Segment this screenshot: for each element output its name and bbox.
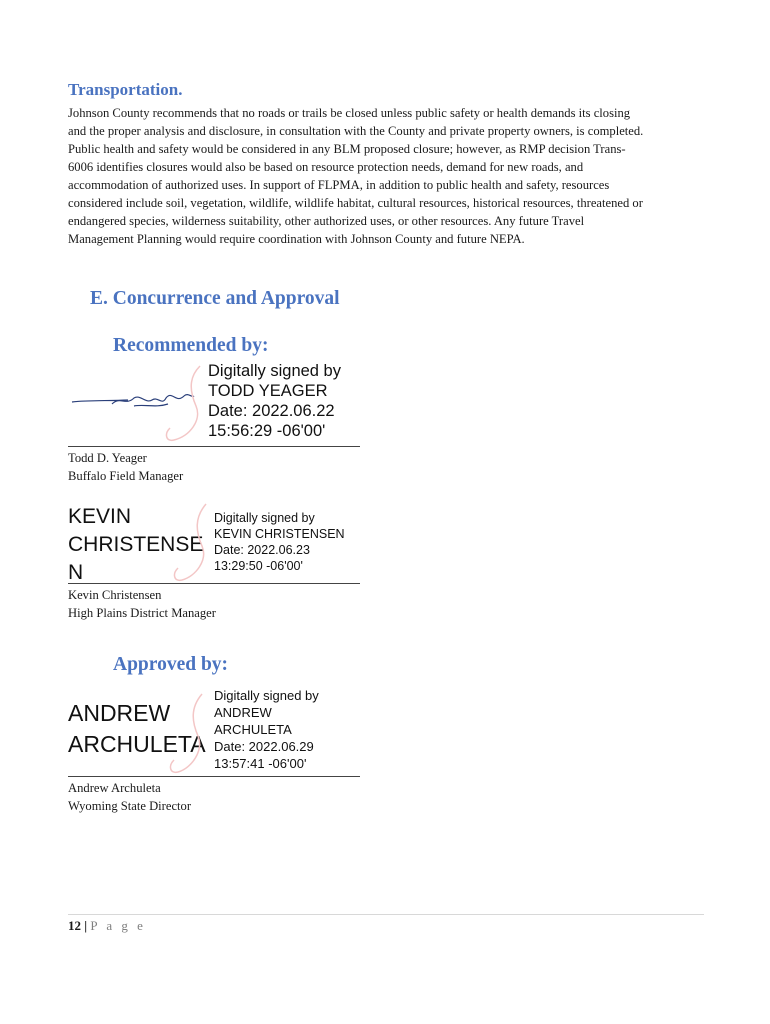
digital-signature-block: [214, 687, 319, 772]
digital-signature-line: Digitally signed by: [214, 511, 315, 525]
digital-signature-block: [214, 510, 345, 574]
paragraph-line: and the proper analysis and disclosure, in consultation with the County and private property owners, is completed.: [68, 124, 644, 138]
signature-watermark-icon: [160, 362, 210, 444]
digital-signature-line: 13:57:41 -06'00': [214, 756, 307, 771]
signature-line: [68, 583, 360, 584]
digital-signature-line: TODD YEAGER: [208, 382, 328, 400]
paragraph-line: Public health and safety would be considered in any BLM proposed closure; however, as RMP decision Trans-: [68, 142, 626, 156]
digital-signature-line: ARCHULETA: [214, 722, 292, 737]
page-label: P a g e: [90, 918, 146, 933]
signer-name-line: N: [68, 561, 84, 584]
paragraph-line: 6006 identifies closures would also be based on resource protection needs, demand for new roads, and: [68, 160, 584, 174]
digital-signature-line: KEVIN CHRISTENSEN: [214, 527, 345, 541]
digital-signature-line: Date: 2022.06.22: [208, 402, 335, 420]
footer-separator: |: [84, 918, 88, 933]
signer-name-line: ARCHULETA: [68, 731, 206, 757]
signer-name-line: KEVIN: [68, 505, 132, 528]
signature-watermark-icon: [166, 690, 212, 776]
paragraph-line: accommodation of authorized uses. In support of FLPMA, in addition to public health and safety, resources: [68, 178, 610, 192]
signer-name-block: [68, 586, 216, 622]
transportation-heading: Transportation.: [68, 80, 183, 99]
digital-signature-block: [208, 361, 341, 441]
paragraph-line: Management Planning would require coordination with Johnson County and future NEPA.: [68, 232, 525, 246]
signer-name: Kevin Christensen: [68, 588, 162, 602]
signature-line: [68, 446, 360, 447]
paragraph-line: Johnson County recommends that no roads or trails be closed unless public safety or health demands its closing: [68, 106, 631, 120]
signer-title: Buffalo Field Manager: [68, 469, 184, 483]
signature-watermark-icon: [170, 500, 216, 584]
digital-signature-line: ANDREW: [214, 705, 272, 720]
recommended-by-heading: Recommended by:: [113, 335, 269, 356]
digital-signature-line: 13:29:50 -06'00': [214, 559, 303, 573]
digital-signature-line: Date: 2022.06.23: [214, 543, 310, 557]
signer-name-line: CHRISTENSE: [68, 533, 204, 556]
paragraph-line: endangered species, wilderness suitability, other authorized uses, or other resources. Any future Travel: [68, 214, 585, 228]
approved-by-heading: Approved by:: [113, 654, 229, 675]
signer-name-block: [68, 449, 183, 485]
digital-signature-line: Digitally signed by: [208, 362, 341, 380]
digital-signature-line: Digitally signed by: [214, 688, 319, 703]
paragraph-line: considered include soil, vegetation, wildlife, wildlife habitat, cultural resources, historical resources, threatened or: [68, 196, 643, 210]
signer-name: Todd D. Yeager: [68, 451, 147, 465]
signature-line: [68, 776, 360, 777]
digital-signature-line: 15:56:29 -06'00': [208, 422, 326, 440]
page-number: 12: [68, 918, 81, 933]
digital-signature-line: Date: 2022.06.29: [214, 739, 314, 754]
signer-title: Wyoming State Director: [68, 799, 192, 813]
transportation-paragraph: [68, 104, 708, 248]
signer-name-line: ANDREW: [68, 700, 171, 726]
footer-divider: [68, 914, 704, 915]
signer-name: Andrew Archuleta: [68, 781, 161, 795]
concurrence-heading: E. Concurrence and Approval: [90, 288, 340, 309]
signer-name-block: [68, 779, 191, 815]
page-footer: [68, 918, 146, 934]
signer-title: High Plains District Manager: [68, 606, 216, 620]
